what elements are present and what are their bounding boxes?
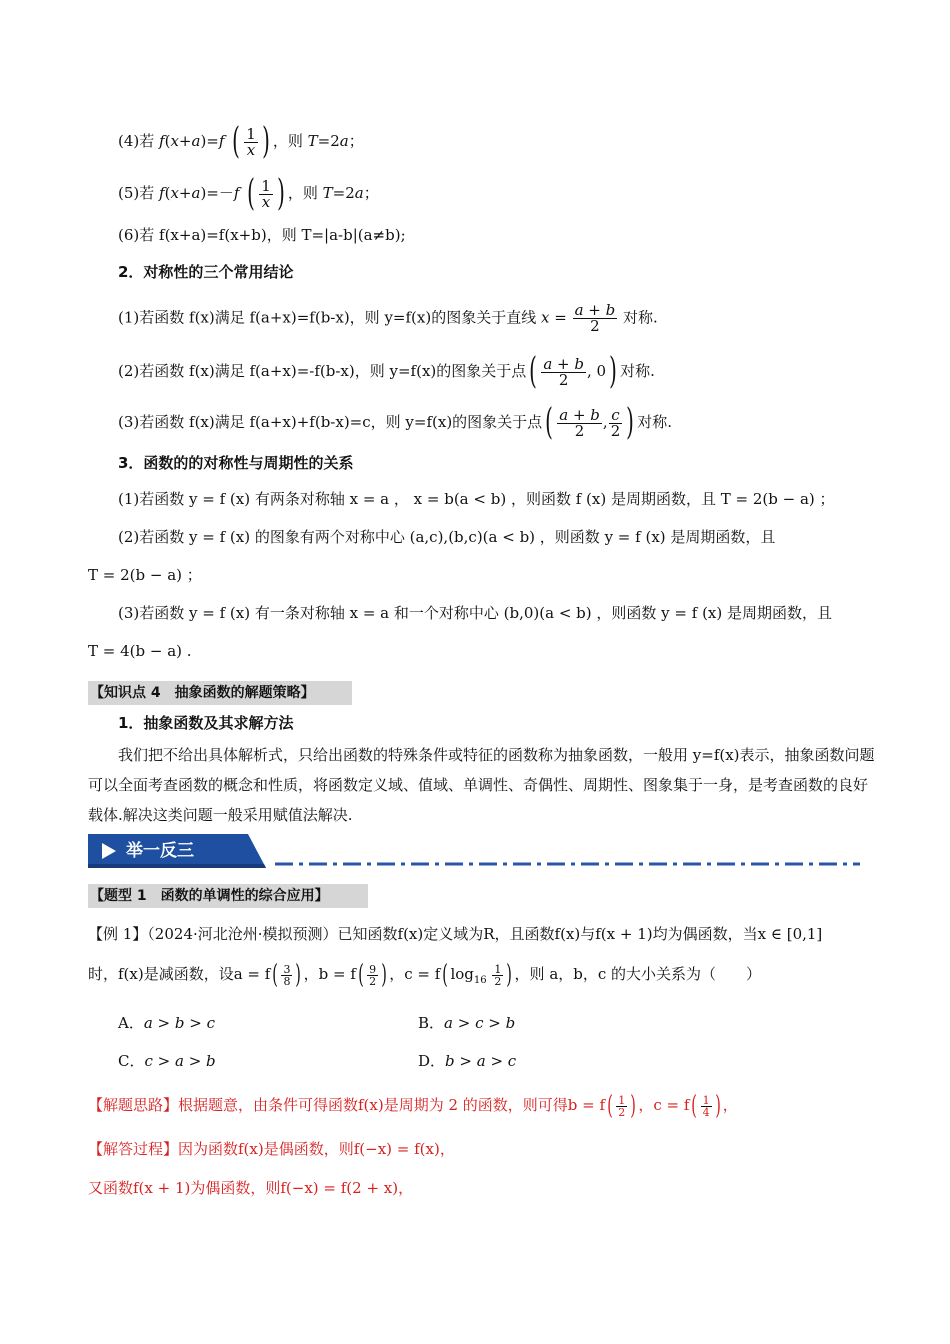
symmetry-item-2: (2)若函数 f(x)满足 f(a+x)=-f(b-x)，则 y=f(x)的图象关于点( $\frac{a + b}{2}$ , 0) 对称.	[118, 351, 655, 392]
periodicity-item-5: (5)若 f(x+a)=－f ( $\frac{1}{x}$ ) ，则 T=2a；	[118, 173, 379, 214]
abstract-function-paragraph: 我们把不给出具体解析式，只给出函数的特殊条件或特征的函数称为抽象函数，一般用 y=f(x)表示，抽象函数问题可以全面考查函数的概念和性质，将函数定义域、值域、单调性、奇偶性、周期性、图象集于一身，是考查函数的良好载体.解决这类问题一般采用赋值法解决.	[88, 746, 875, 824]
knowledge-point-label: 【知识点 4 抽象函数的解题策略】	[88, 681, 352, 705]
relation-item-2-line-2: T = 2(b − a) ；	[88, 566, 202, 584]
option-c[interactable]: C．c > a > b	[118, 1052, 216, 1070]
dash-dot-divider	[275, 862, 860, 866]
relation-item-3-line-1: (3)若函数 y = f (x) 有一条对称轴 x = a 和一个对称中心 (b,0)(a < b) ，则函数 y = f (x) 是周期函数，且	[118, 604, 832, 622]
symmetry-item-3: (3)若函数 f(x)满足 f(a+x)+f(b-x)=c，则 y=f(x)的图象关于点( $\frac{a + b}{2}$ , $\frac{c}{2}$ ) 对称.	[118, 402, 673, 443]
question-type-label: 【题型 1 函数的单调性的综合应用】	[88, 884, 368, 908]
section-banner	[88, 834, 266, 868]
symmetry-heading: 2．对称性的三个常用结论	[118, 263, 294, 281]
solution-idea: 【解题思路】根据题意，由条件可得函数f(x)是周期为 2 的函数，则可得b = f( $\frac{1}{2}$ ) ，c = f( $\frac{1}{4}$ ) ，	[88, 1091, 738, 1121]
periodicity-item-4: (4)若 f(x+a)=f ( $\frac{1}{x}$ ) ，则 T=2a；	[118, 121, 364, 162]
relation-item-3-line-2: T = 4(b − a) .	[88, 642, 192, 660]
solution-process-line-1: 【解答过程】因为函数f(x)是偶函数，则f(−x) = f(x)，	[88, 1140, 455, 1158]
relation-item-1: (1)若函数 y = f (x) 有两条对称轴 x = a ， x = b(a < b) ，则函数 f (x) 是周期函数，且 T = 2(b − a) ；	[118, 490, 835, 508]
solution-process-line-2: 又函数f(x + 1)为偶函数，则f(−x) = f(2 + x)，	[88, 1179, 414, 1197]
periodicity-item-6: (6)若 f(x+a)=f(x+b)，则 T=|a-b|(a≠b);	[118, 226, 406, 244]
example-line-1: 【例 1】（2024·河北沧州·模拟预测）已知函数f(x)定义域为R，且函数f(x)与f(x + 1)均为偶函数，当x ∈ [0,1]	[88, 925, 823, 943]
symmetry-item-1: (1)若函数 f(x)满足 f(a+x)=f(b-x)，则 y=f(x)的图象关于直线 x = $\frac{a + b}{2}$ 对称.	[118, 301, 658, 335]
option-a[interactable]: A．a > b > c	[118, 1014, 215, 1032]
abstract-function-heading: 1．抽象函数及其求解方法	[118, 714, 294, 732]
relation-heading: 3．函数的的对称性与周期性的关系	[118, 454, 354, 472]
relation-item-2-line-1: (2)若函数 y = f (x) 的图象有两个对称中心 (a,c),(b,c)(a < b) ，则函数 y = f (x) 是周期函数，且	[118, 528, 776, 546]
option-b[interactable]: B．a > c > b	[418, 1014, 516, 1032]
option-d[interactable]: D．b > a > c	[418, 1052, 517, 1070]
banner-label: 举一反三	[126, 841, 194, 861]
example-line-2: 时，f(x)是减函数，设a = f( $\frac{3}{8}$ ) ，b = f( $\frac{9}{2}$ ) ，c = f( $\log_{16}$ $\frac{1}{2}$ ) ，则 a，b，c 的大小关系为（ ）	[88, 960, 762, 990]
